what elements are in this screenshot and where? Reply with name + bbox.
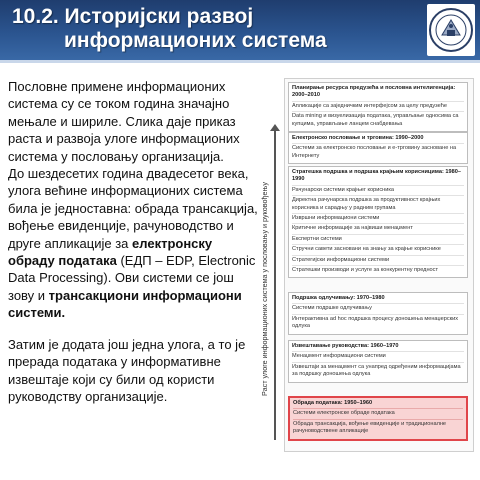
era-1980-1990 <box>288 166 468 278</box>
paragraph-reporting: Затим је додата још једна улога, а то је прерада података у информативне извештаје који су били од користи руководству организације. <box>8 336 246 404</box>
era-title: Обрада података: 1950–1960 <box>293 400 373 406</box>
paragraph-gap <box>8 322 258 336</box>
figure-axis-label: Раст улоге информационих система у пословању и руковођењу <box>260 182 269 396</box>
era-item: Обрада трансакција, вођење евиденције и традиционалне рачуноводствене апликације <box>293 419 463 437</box>
era-item: Критичне информације за највиши менаџмент <box>292 223 464 233</box>
era-item: Стратегијски информациони системи <box>292 255 464 265</box>
era-item: Апликације са заједничким интерфејсом за целу предузеће <box>292 101 464 111</box>
era-item: Рачунарски системи крајњег корисника <box>292 185 464 195</box>
era-item: Директна рачунарска подршка за продуктивност крајњих корисника и сарадњу у радним групама <box>292 195 464 213</box>
is-evolution-figure <box>262 70 476 456</box>
era-title: Планирање ресурса предузећа и пословна интелигенција: 2000–2010 <box>292 85 456 99</box>
era-item: Извештаји за менаџмент са унапред одређеним информацијама за подршку доношења одлука <box>292 362 464 380</box>
title-line-2: информационих система <box>64 29 327 52</box>
paragraph-intro: Пословне примене информационих система су се током година значајно мењале и шириле. Слика даје приказ раста и развоја улоге информационих система у пословању организација. <box>8 79 240 164</box>
era-2000-2010 <box>288 82 468 132</box>
era-item: Системи подршке одлучивању <box>292 303 464 313</box>
era-1950-1960-highlighted <box>288 396 468 441</box>
history-text-c: (ЕДП – EDP, Electronic Data Processing). Ови системи се још зову и <box>8 253 256 303</box>
growth-arrow <box>274 130 276 440</box>
era-item: Системи за електронско пословање и е-трговину засноване на Интернету <box>292 143 464 161</box>
history-text-a: До шездесетих година двадесетог века, улога већине информационих система била је једноставна: обрада трансакција, вођење евиденције, рачуноводство и друге апликације за <box>8 166 258 251</box>
era-item: Експертни системи <box>292 234 464 244</box>
era-1960-1970 <box>288 340 468 383</box>
era-item: Извршни информациони системи <box>292 213 464 223</box>
slide-header <box>0 0 480 62</box>
history-term-tps: трансакциони информациони системи. <box>8 287 242 321</box>
paragraph-history <box>8 165 258 322</box>
era-title: Електронско пословање и трговина: 1990–2000 <box>292 135 424 141</box>
era-item: Менаџмент информациони системи <box>292 351 464 361</box>
era-item: Стручни савети засновани на знању за крајње кориснике <box>292 244 464 254</box>
era-1970-1980 <box>288 292 468 335</box>
slide-body <box>8 78 258 405</box>
era-title: Извештавање руководства: 1960–1970 <box>292 343 399 349</box>
header-divider <box>0 60 480 63</box>
history-term-edp: електронску обраду података <box>8 235 213 269</box>
era-title: Стратешка подршка и подршка крајњим корисницима: 1980–1990 <box>292 169 461 183</box>
era-title: Подршка одлучивању: 1970–1980 <box>292 295 385 301</box>
era-item: Data mining и визуелизација података, управљање односима са купцима, управљање ланцем снабдевања <box>292 111 464 129</box>
era-item: Стратешки производи и услуге за конкурентну предност <box>292 265 464 275</box>
era-item: Системи електронске обраде података <box>293 408 463 418</box>
slide-title <box>12 5 412 53</box>
title-line-1: 10.2. Историјски развој <box>12 5 254 28</box>
era-1990-2000 <box>288 132 468 164</box>
era-item: Интерактивна ad hoc подршка процесу доношења менаџерских одлука <box>292 314 464 332</box>
university-seal-icon <box>427 4 475 56</box>
